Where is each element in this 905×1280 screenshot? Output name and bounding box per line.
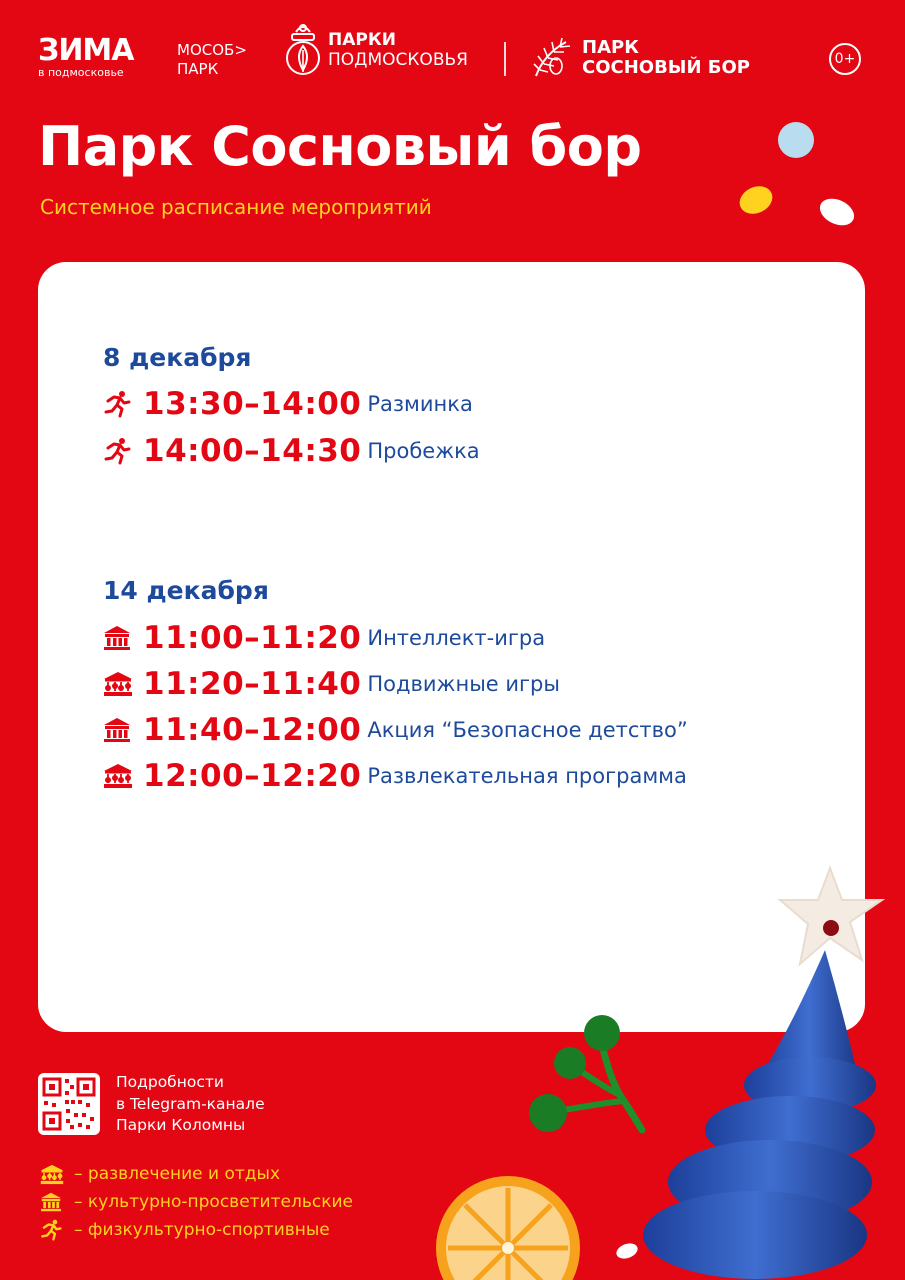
event-time: 11:00–11:20 [143,620,362,656]
runner-icon [40,1219,66,1241]
logo-divider [504,42,506,76]
qr-code[interactable] [38,1073,100,1135]
legend-item-sports [40,1218,330,1242]
zima-logo [38,33,134,79]
schedule-row [103,620,545,656]
mosobpark-logo [177,41,247,79]
carousel-icon [103,762,133,790]
museum-icon [103,624,133,652]
decor-dot-yellow [735,181,777,219]
page-title: Парк Сосновый бор [38,115,642,178]
decor-dot-blue [778,122,814,158]
schedule-row [103,758,687,794]
runner-icon [103,390,133,418]
mosobpark-logo-line1: МОСОБ> [177,41,247,59]
event-name: Пробежка [367,439,480,463]
park-logo-line2: СОСНОВЫЙ БОР [582,57,751,78]
event-name: Разминка [367,392,473,416]
legend-item-entertainment [40,1162,280,1186]
event-time: 11:20–11:40 [143,666,362,702]
park-sosnovy-bor-logo [530,36,750,80]
decor-berry-branch [520,1005,660,1145]
runner-icon [103,437,133,465]
decor-orange-slice [428,1168,588,1280]
event-name: Развлекательная программа [367,764,687,788]
event-name: Акция “Безопасное детство” [367,718,688,742]
event-time: 12:00–12:20 [143,758,362,794]
legend-item-cultural [40,1190,353,1214]
leaf-hat-icon [284,22,322,78]
schedule-row [103,386,473,422]
schedule-row [103,666,560,702]
park-logo-line1: ПАРК [582,37,639,58]
legend-label: – культурно-просветительские [74,1192,353,1212]
carousel-icon [103,670,133,698]
legend-label: – физкультурно-спортивные [74,1220,330,1240]
decor-dot-bottom [614,1241,639,1262]
telegram-details [116,1072,265,1137]
event-name: Интеллект-игра [367,626,546,650]
schedule-row [103,712,688,748]
carousel-icon [40,1164,66,1185]
telegram-details-line2: в Telegram-канале [116,1094,265,1113]
event-name: Подвижные игры [367,672,560,696]
mosobpark-logo-line2: ПАРК [177,60,219,78]
zima-logo-main: ЗИМА [38,33,134,68]
age-rating-badge: 0+ [829,43,861,75]
event-time: 13:30–14:00 [143,386,362,422]
schedule-row [103,433,480,469]
telegram-details-line3: Парки Коломны [116,1116,246,1134]
page-subtitle: Системное расписание мероприятий [40,195,432,219]
schedule-date: 8 декабря [103,343,252,372]
museum-icon [103,716,133,744]
pine-cone-icon [530,36,574,80]
decor-christmas-tree [640,860,905,1280]
parki-podmoskovya-logo [284,22,468,78]
telegram-details-line1: Подробности [116,1073,224,1091]
event-time: 14:00–14:30 [143,433,362,469]
event-time: 11:40–12:00 [143,712,362,748]
decor-dot-white [816,194,859,231]
zima-logo-sub: в подмосковье [38,66,124,79]
museum-icon [40,1192,66,1212]
parki-logo-line1: ПАРКИ [328,30,396,50]
schedule-date: 14 декабря [103,576,269,605]
parki-logo-line2: ПОДМОСКОВЬЯ [328,50,468,70]
legend-label: – развлечение и отдых [74,1164,281,1184]
